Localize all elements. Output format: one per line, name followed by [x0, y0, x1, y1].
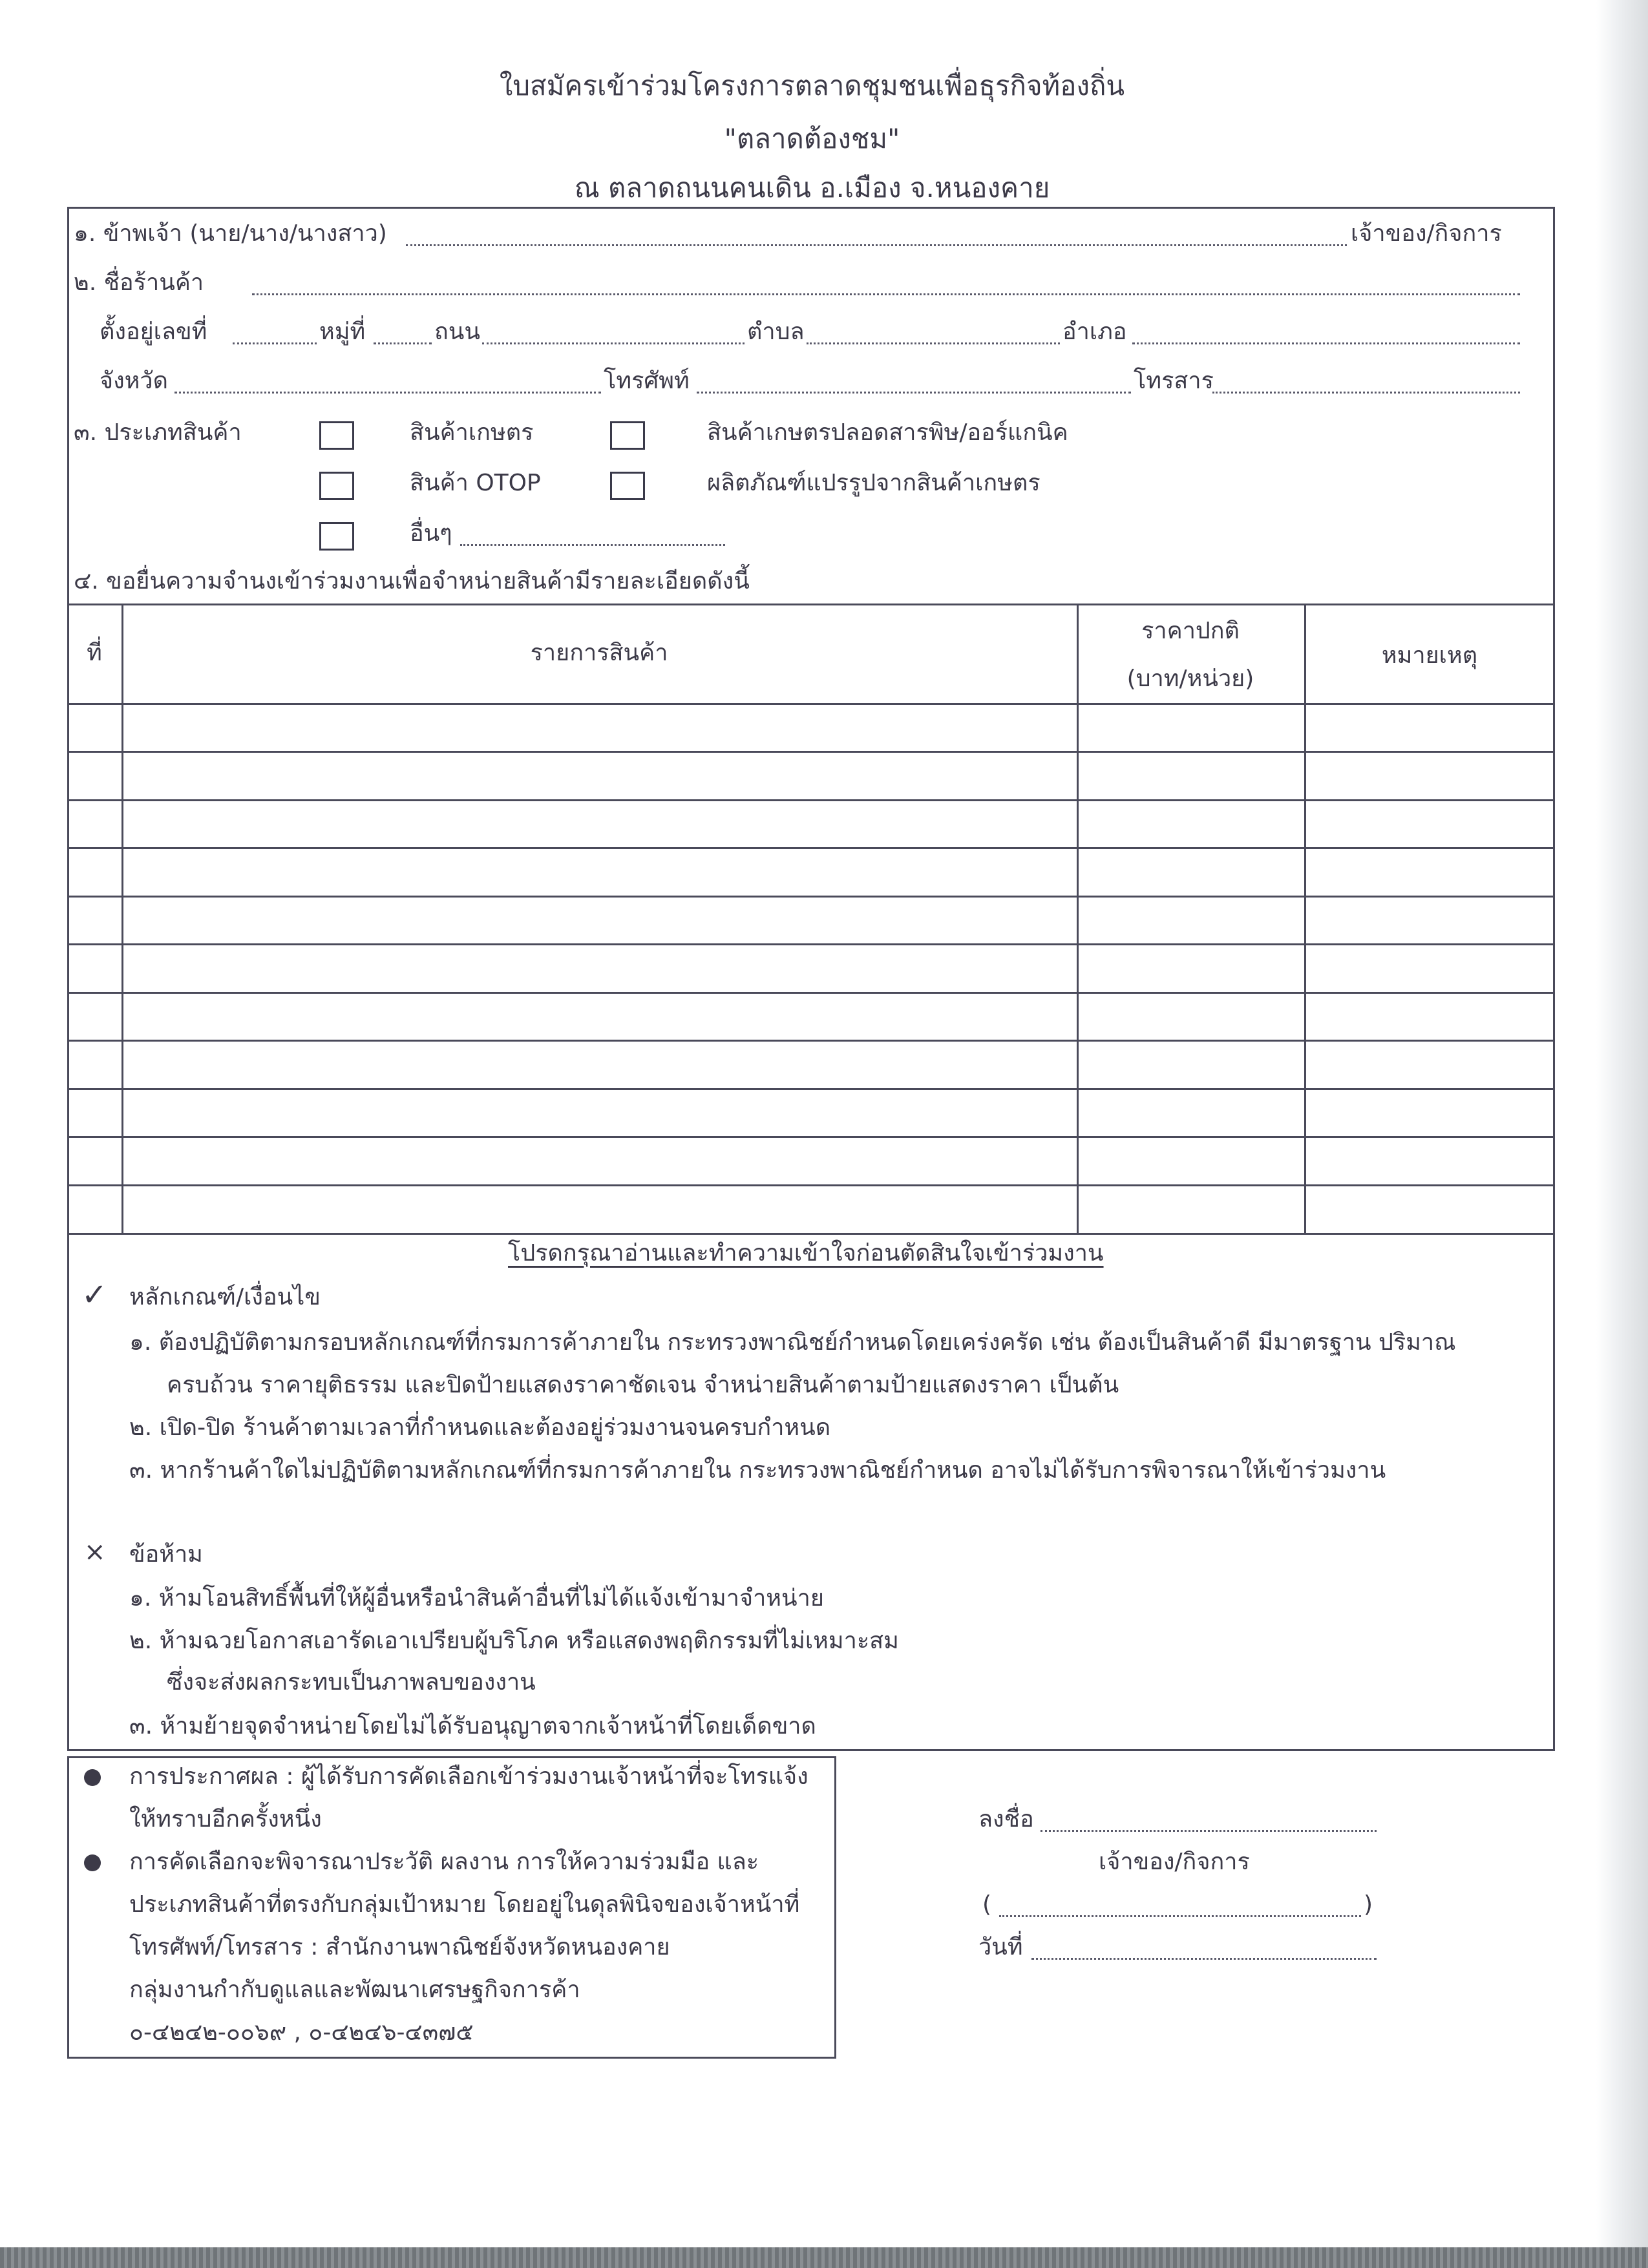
- prohibit-3: ๓. ห้ามย้ายจุดจำหน่ายโดยไม่ได้รับอนุญาตจากเจ้าหน้าที่โดยเด็ดขาด: [129, 1713, 816, 1739]
- prohibit-2-line2: ซึ่งจะส่งผลกระทบเป็นภาพลบของงาน: [167, 1669, 536, 1696]
- scan-edge-shadow: [1596, 0, 1648, 2268]
- option-otop-label: สินค้า OTOP: [410, 470, 541, 496]
- bullet-icon: [84, 1854, 101, 1871]
- applicant-name-field[interactable]: [406, 244, 1347, 246]
- table-row-line: [67, 943, 1555, 945]
- signature-field[interactable]: [1041, 1830, 1377, 1832]
- col-header-price: ราคาปกติ: [1141, 618, 1240, 644]
- col-header-item: รายการสินค้า: [530, 640, 668, 666]
- phone-label: โทรศัพท์: [604, 368, 690, 394]
- checkbox-agri[interactable]: [319, 421, 354, 450]
- prohibit-title: ข้อห้าม: [129, 1541, 203, 1568]
- other-field[interactable]: [460, 544, 725, 546]
- option-processed-label: ผลิตภัณฑ์แปรรูปจากสินค้าเกษตร: [707, 470, 1041, 496]
- table-bottom-line: [67, 1233, 1555, 1235]
- bullet-icon: [84, 1769, 101, 1786]
- contact-division: กลุ่มงานกำกับดูแลและพัฒนาเศรษฐกิจการค้า: [129, 1977, 580, 2003]
- criteria-1-line2: ครบถ้วน ราคายุติธรรม และปิดป้ายแสดงราคาชัดเจน จำหน่ายสินค้าตามป้ายแสดงราคา เป็นต้น: [167, 1372, 1119, 1398]
- form-title: ใบสมัครเข้าร่วมโครงการตลาดชุมชนเพื่อธุรกิจท้องถิ่น: [499, 70, 1125, 101]
- moo-label: หมู่ที่: [319, 319, 366, 345]
- request-label: ๔. ขอยื่นความจำนงเข้าร่วมงานเพื่อจำหน่ายสินค้ามีรายละเอียดดังนี้: [74, 568, 750, 594]
- criteria-2: ๒. เปิด-ปิด ร้านค้าตามเวลาที่กำหนดและต้องอยู่ร่วมงานจนครบกำหนด: [129, 1414, 831, 1441]
- checkbox-otop[interactable]: [319, 472, 354, 500]
- criteria-1-line1: ๑. ต้องปฏิบัติตามกรอบหลักเกณฑ์ที่กรมการค้าภายใน กระทรวงพาณิชย์กำหนดโดยเคร่งครัด เช่น ต้องเป็นสินค้าดี มีมาตรฐาน ปริมาณ: [129, 1329, 1456, 1356]
- table-row-line: [67, 1088, 1555, 1090]
- checkbox-organic[interactable]: [610, 421, 645, 450]
- fax-field[interactable]: [1212, 392, 1520, 394]
- table-row-line: [67, 751, 1555, 753]
- date-field[interactable]: [1031, 1958, 1377, 1960]
- table-row-line: [67, 1184, 1555, 1186]
- notice-selection-line2: ประเภทสินค้าที่ตรงกับกลุ่มเป้าหมาย โดยอยู่ในดุลพินิจของเจ้าหน้าที่: [129, 1891, 800, 1918]
- paren-close: ): [1364, 1891, 1373, 1918]
- prohibit-1: ๑. ห้ามโอนสิทธิ์พื้นที่ให้ผู้อื่นหรือนำสินค้าอื่นที่ไม่ได้แจ้งเข้ามาจำหน่าย: [129, 1585, 824, 1612]
- col-header-note: หมายเหตุ: [1381, 642, 1478, 669]
- table-col-line: [1304, 604, 1306, 1233]
- checkbox-other[interactable]: [319, 522, 354, 551]
- contact-numbers: ๐-๔๒๔๒-๐๐๖๙ , ๐-๔๒๔๖-๔๓๗๕: [129, 2019, 474, 2046]
- table-col-line: [1077, 604, 1079, 1233]
- owner-title: เจ้าของ/กิจการ: [1099, 1849, 1250, 1875]
- form-subtitle: "ตลาดต้องชม": [724, 123, 900, 154]
- table-col-line: [121, 604, 123, 1233]
- phone-field[interactable]: [697, 392, 1131, 394]
- notice-result-line1: การประกาศผล : ผู้ได้รับการคัดเลือกเข้าร่วมงานเจ้าหน้าที่จะโทรแจ้ง: [129, 1763, 808, 1790]
- shop-name-field[interactable]: [252, 293, 1520, 295]
- tambon-label: ตำบล: [747, 319, 805, 345]
- amphoe-label: อำเภอ: [1062, 319, 1127, 345]
- check-icon: ✓: [81, 1277, 108, 1313]
- table-row-line: [67, 1136, 1555, 1138]
- table-row-line: [67, 992, 1555, 994]
- road-field[interactable]: [482, 342, 745, 344]
- amphoe-field[interactable]: [1132, 342, 1520, 344]
- product-type-label: ๓. ประเภทสินค้า: [74, 419, 242, 446]
- province-label: จังหวัด: [100, 368, 168, 394]
- rules-heading: โปรดกรุณาอ่านและทำความเข้าใจก่อนตัดสินใจเข้าร่วมงาน: [508, 1240, 1104, 1266]
- scan-bottom-band: [0, 2247, 1648, 2268]
- cross-icon: ×: [84, 1537, 106, 1567]
- criteria-title: หลักเกณฑ์/เงื่อนไข: [129, 1284, 321, 1310]
- form-location: ณ ตลาดถนนคนเดิน อ.เมือง จ.หนองคาย: [574, 172, 1050, 204]
- owner-suffix: เจ้าของ/กิจการ: [1351, 220, 1502, 247]
- notice-result-line2: ให้ทราบอีกครั้งหนึ่ง: [129, 1806, 322, 1832]
- province-field[interactable]: [174, 392, 601, 394]
- shop-name-label: ๒. ชื่อร้านค้า: [74, 269, 204, 296]
- sign-label: ลงชื่อ: [978, 1806, 1034, 1832]
- road-label: ถนน: [434, 319, 481, 345]
- applicant-name-label: ๑. ข้าพเจ้า (นาย/นาง/นางสาว): [74, 220, 387, 247]
- table-top-line: [67, 604, 1555, 605]
- address-no-label: ตั้งอยู่เลขที่: [100, 319, 207, 345]
- printed-name-field[interactable]: [999, 1915, 1361, 1917]
- checkbox-processed[interactable]: [610, 472, 645, 500]
- moo-field[interactable]: [374, 342, 432, 344]
- option-other-label: อื่นๆ: [410, 520, 452, 547]
- col-header-price-unit: (บาท/หน่วย): [1126, 666, 1254, 692]
- prohibit-2-line1: ๒. ห้ามฉวยโอกาสเอารัดเอาเปรียบผู้บริโภค หรือแสดงพฤติกรรมที่ไม่เหมาะสม: [129, 1628, 899, 1654]
- table-row-line: [67, 847, 1555, 849]
- address-no-field[interactable]: [233, 342, 317, 344]
- table-row-line: [67, 1040, 1555, 1042]
- option-agri-label: สินค้าเกษตร: [410, 419, 534, 446]
- fax-label: โทรสาร: [1134, 368, 1214, 394]
- col-header-no: ที่: [87, 640, 102, 666]
- paren-open: (: [982, 1891, 992, 1918]
- table-header-line: [67, 703, 1555, 705]
- table-row-line: [67, 799, 1555, 801]
- date-label: วันที่: [978, 1934, 1023, 1960]
- option-organic-label: สินค้าเกษตรปลอดสารพิษ/ออร์แกนิค: [707, 419, 1068, 446]
- criteria-3: ๓. หากร้านค้าใดไม่ปฏิบัติตามหลักเกณฑ์ที่กรมการค้าภายใน กระทรวงพาณิชย์กำหนด อาจไม่ได้รับการพิจารณาให้เข้าร่วมงาน: [129, 1457, 1386, 1484]
- table-row-line: [67, 896, 1555, 898]
- contact-office: โทรศัพท์/โทรสาร : สำนักงานพาณิชย์จังหวัดหนองคาย: [129, 1934, 670, 1960]
- tambon-field[interactable]: [807, 342, 1060, 344]
- notice-selection-line1: การคัดเลือกจะพิจารณาประวัติ ผลงาน การให้ความร่วมมือ และ: [129, 1849, 759, 1875]
